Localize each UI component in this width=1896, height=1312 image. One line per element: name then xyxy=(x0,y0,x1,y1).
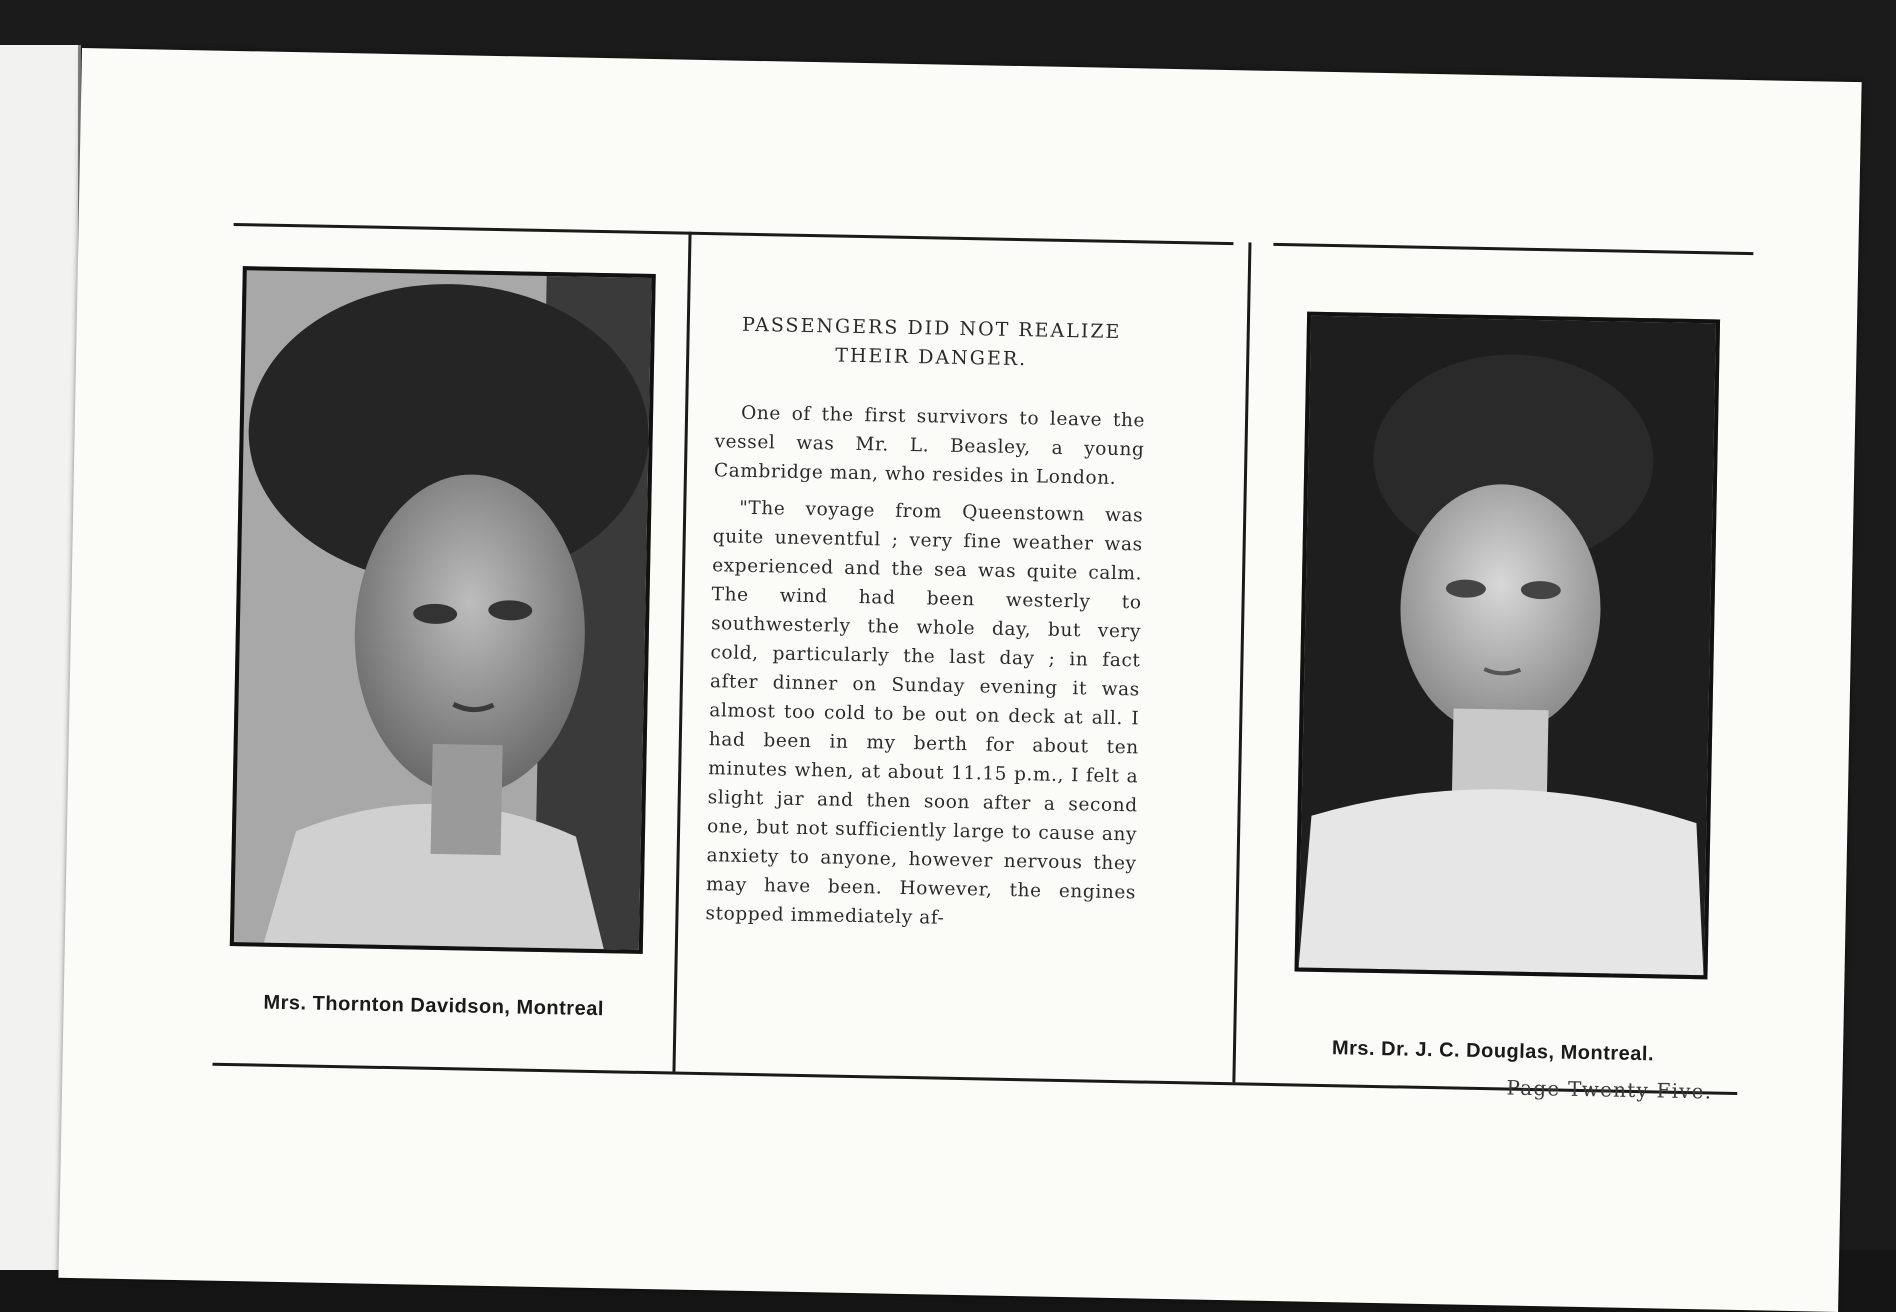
article xyxy=(705,310,1147,944)
headline-line-1: PASSENGERS DID NOT REALIZE xyxy=(741,313,1122,344)
left-portrait-photo xyxy=(230,266,656,954)
portrait-photo-icon xyxy=(1299,316,1716,976)
right-portrait-photo xyxy=(1294,312,1720,980)
top-rule-right xyxy=(1273,243,1753,255)
headline-line-2: THEIR DANGER. xyxy=(835,344,1028,371)
article-paragraph-2: "The voyage from Queenstown was quite uneventful ; very fine weather was experienced and the sea was quite calm. The wind had been westerly to southwesterly the whole day, but very cold, particularly the last day ; in fact after dinner on Sunday evening it was almost too cold to be out on deck at all. I had been in my berth for about ten minutes when, at about 11.15 p.m., I felt a slight jar and then soon after a second one, but not sufficiently large to cause any anxiety to anyone, however nervous they may have been. However, the engines stopped immediately af- xyxy=(705,497,1144,929)
right-portrait-caption: Mrs. Dr. J. C. Douglas, Montreal. xyxy=(1331,1037,1655,1066)
left-portrait-caption: Mrs. Thornton Davidson, Montreal xyxy=(263,991,605,1021)
article-paragraph-1: One of the first survivors to leave the vessel was Mr. L. Beasley, a young Cambridge man, who resides in London. xyxy=(713,402,1146,489)
column-rule-left xyxy=(672,232,691,1072)
book-page xyxy=(58,48,1861,1312)
portrait-photo-icon xyxy=(234,270,652,950)
page-number: Page Twenty Five. xyxy=(1506,1075,1713,1104)
column-rule-right xyxy=(1232,242,1251,1082)
top-rule-left xyxy=(234,223,1234,245)
article-headline xyxy=(716,310,1147,376)
